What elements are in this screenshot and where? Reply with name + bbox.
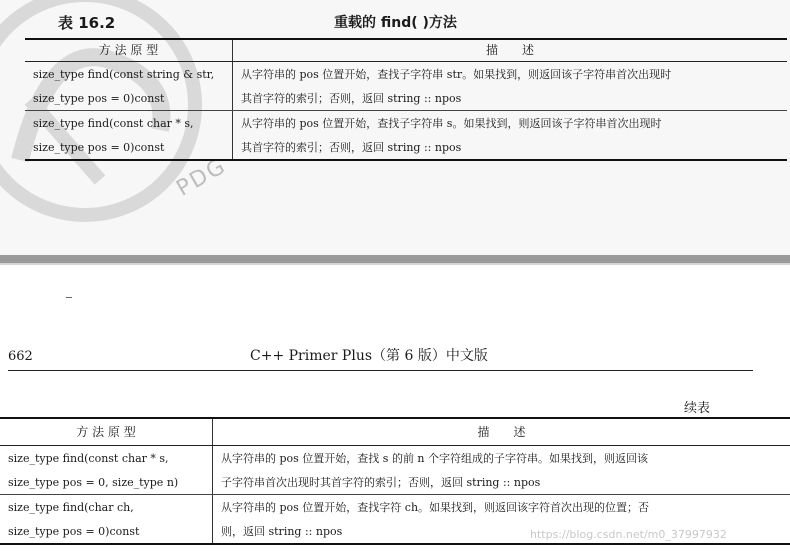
running-header: C++ Primer Plus（第 6 版）中文版 [250, 348, 488, 364]
find-methods-table [25, 38, 787, 161]
header-prototype: 方 法 原 型 [0, 418, 213, 446]
table-number: 表 16.2 [58, 14, 116, 32]
description-cell: 从字符串的 pos 位置开始，查找子字符串 s。如果找到，则返回该子字符串首次出现时 [241, 116, 662, 130]
description-cell: 其首字符的索引；否则，返回 string :: npos [241, 140, 462, 154]
prototype-cell: size_type find(const char * s, [0, 446, 213, 471]
table-row [0, 446, 790, 471]
prototype-cell: size_type pos = 0)const [0, 519, 213, 544]
prototype-cell: size_type pos = 0, size_type n) [0, 470, 213, 495]
table-row [25, 86, 787, 111]
table-header-row [0, 418, 790, 446]
find-methods-table-continued [0, 417, 790, 545]
prototype-cell: size_type pos = 0)const [25, 135, 233, 160]
prototype-cell: size_type find(const char * s, [25, 111, 233, 136]
prototype-cell: size_type find(char ch, [0, 495, 213, 520]
table-title: 重载的 find( )方法 [334, 15, 457, 31]
scan-top-section [0, 0, 790, 255]
pdg-watermark: PDG [172, 153, 231, 202]
header-prototype: 方 法 原 型 [25, 39, 233, 62]
prototype-cell: size_type find(const string & str, [25, 62, 233, 87]
table-row [25, 62, 787, 87]
header-description: 描 述 [213, 418, 790, 446]
page-divider-shadow [0, 263, 790, 265]
prototype-cell: size_type pos = 0)const [25, 86, 233, 111]
description-cell: 则，返回 string :: npos [221, 524, 343, 538]
source-watermark: https://blog.csdn.net/m0_37997932 [530, 528, 727, 541]
header-description: 描 述 [233, 39, 788, 62]
table-row [25, 111, 787, 136]
table-row [25, 135, 787, 160]
description-cell: 子字符串首次出现时其首字符的索引；否则，返回 string :: npos [213, 470, 790, 495]
description-cell: 从字符串的 pos 位置开始，查找子字符串 str。如果找到，则返回该子字符串首次出现时 [241, 67, 672, 81]
table-row [0, 470, 790, 495]
scan-mark [66, 297, 72, 298]
page-divider [0, 255, 790, 263]
description-cell: 从字符串的 pos 位置开始，查找 s 的前 n 个字符组成的子字符串。如果找到，则返回该 [221, 451, 649, 465]
table-header-row [25, 39, 787, 62]
continued-label: 续表 [684, 401, 711, 416]
description-cell: 从字符串的 pos 位置开始，查找字符 ch。如果找到，则返回该字符首次出现的位置；否 [221, 500, 650, 514]
header-rule [8, 370, 753, 371]
description-cell: 其首字符的索引；否则，返回 string :: npos [233, 86, 788, 111]
page-number: 662 [8, 349, 33, 364]
table-row [0, 495, 790, 520]
